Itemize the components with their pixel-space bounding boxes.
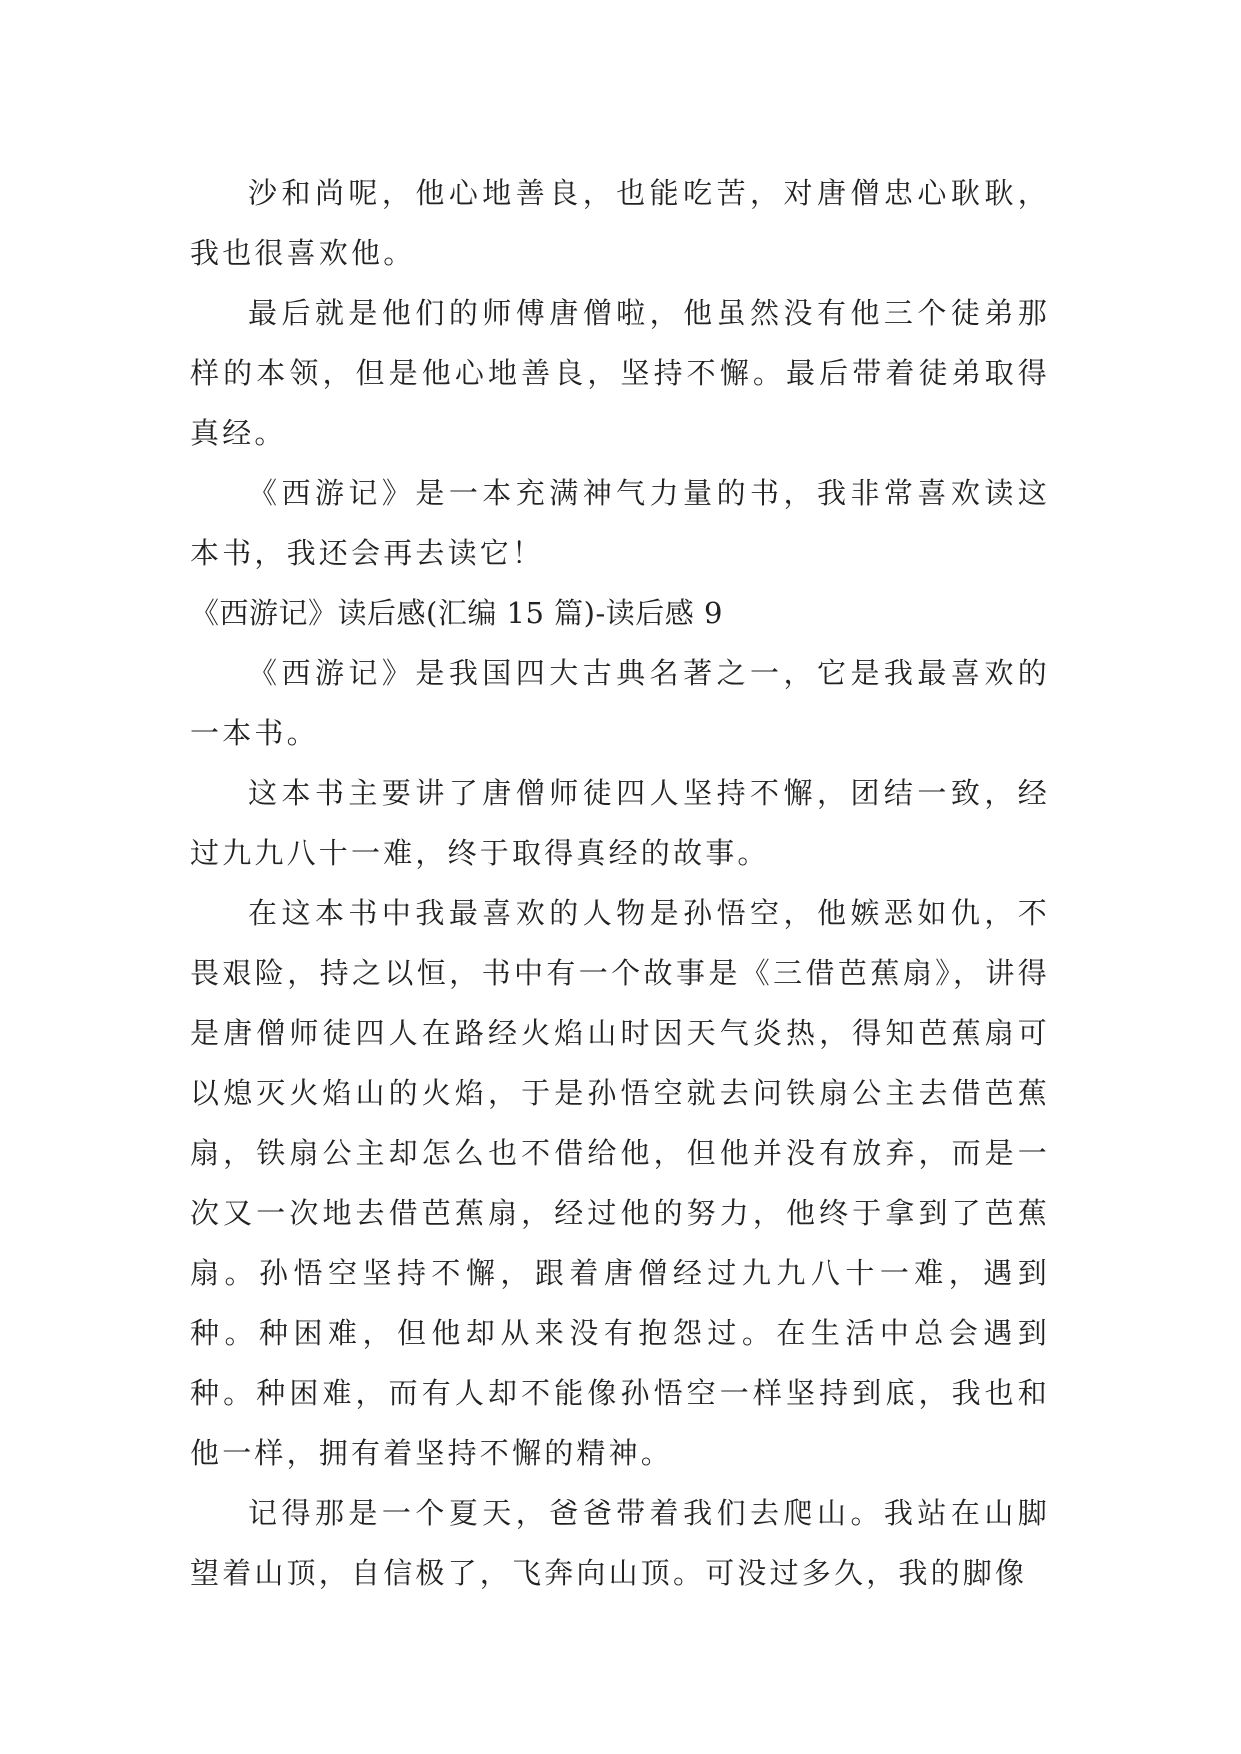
paragraph-intro: 《西游记》是我国四大古典名著之一，它是我最喜欢的一本书。: [190, 656, 1050, 750]
paragraph-tang-seng: 最后就是他们的师傅唐僧啦，他虽然没有他三个徒弟那样的本领，但是他心地善良，坚持不懈。最后带着徒弟取得真经。: [190, 296, 1050, 450]
document-body: [190, 163, 1050, 1603]
paragraph-sha-heshang: 沙和尚呢，他心地善良，也能吃苦，对唐僧忠心耿耿，我也很喜欢他。: [190, 176, 1050, 270]
paragraph-plot: 这本书主要讲了唐僧师徒四人坚持不懈，团结一致，经过九九八十一难，终于取得真经的故事。: [190, 776, 1050, 870]
section-heading: 《西游记》读后感(汇编 15 篇)-读后感 9: [190, 596, 723, 630]
paragraph-book-summary: 《西游记》是一本充满神气力量的书，我非常喜欢读这本书，我还会再去读它！: [190, 476, 1050, 570]
paragraph-summer-memory: 记得那是一个夏天，爸爸带着我们去爬山。我站在山脚望着山顶，自信极了，飞奔向山顶。可没过多久，我的脚像: [190, 1496, 1050, 1590]
paragraph-sun-wukong: 在这本书中我最喜欢的人物是孙悟空，他嫉恶如仇，不畏艰险，持之以恒，书中有一个故事是《三借芭蕉扇》，讲得是唐僧师徒四人在路经火焰山时因天气炎热，得知芭蕉扇可以熄灭火焰山的火焰，于是孙悟空就去问铁扇公主去借芭蕉扇，铁扇公主却怎么也不借给他，但他并没有放弃，而是一次又一次地去借芭蕉扇，经过他的努力，他终于拿到了芭蕉扇。孙悟空坚持不懈，跟着唐僧经过九九八十一难，遇到种。种困难，但他却从来没有抱怨过。在生活中总会遇到种。种困难，而有人却不能像孙悟空一样坚持到底，我也和他一样，拥有着坚持不懈的精神。: [190, 896, 1050, 1470]
